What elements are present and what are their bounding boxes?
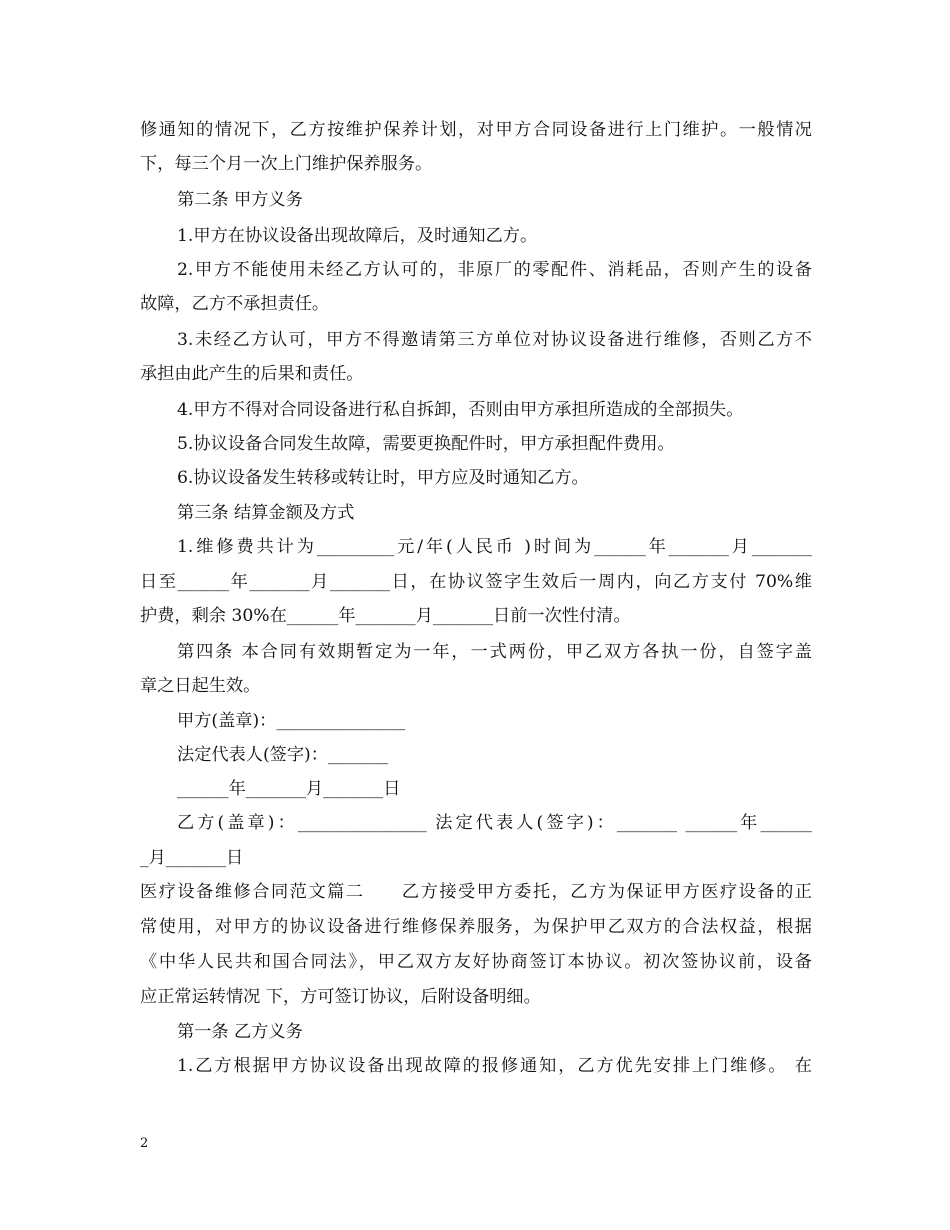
- payment-line: 日至______年_______月_______日，在协议签字生效后一周内，向乙方支付 70%维: [140, 572, 812, 592]
- clause-line: 3.未经乙方认可，甲方不得邀请第三方单位对协议设备进行维修，否则乙方不: [177, 330, 812, 350]
- article-heading: 第一条 乙方义务: [177, 1022, 303, 1042]
- signature-party-b: 乙方(盖章)：_______________ 法定代表人(签字)：_______ ______年______: [177, 813, 812, 833]
- paragraph-line: 下，每三个月一次上门维护保养服务。: [140, 154, 433, 174]
- signature-party-a: 甲方(盖章)：_______________: [177, 711, 406, 731]
- section-intro-line: 应正常运转情况 下，方可签订协议，后附设备明细。: [140, 987, 541, 1007]
- section-intro-line: 常使用，对甲方的协议设备进行维修保养服务，为保护甲乙双方的合法权益，根据: [140, 917, 812, 937]
- signature-date: _月_______日: [140, 848, 244, 868]
- clause-line: 6.协议设备发生转移或转让时，甲方应及时通知乙方。: [177, 468, 589, 488]
- clause-line: 4.甲方不得对合同设备进行私自拆卸，否则由甲方承担所造成的全部损失。: [177, 400, 744, 420]
- validity-line: 章之日起生效。: [140, 676, 261, 696]
- section-intro-line: 医疗设备维修合同范文篇二 乙方接受甲方委托，乙方为保证甲方医疗设备的正: [140, 882, 812, 902]
- article-heading: 第三条 结算金额及方式: [177, 503, 355, 523]
- section-intro-line: 《中华人民共和国合同法》，甲乙双方友好协商签订本协议。初次签协议前，设备: [140, 952, 812, 972]
- paragraph-line: 修通知的情况下，乙方按维护保养计划，对甲方合同设备进行上门维护。一般情况: [140, 120, 812, 140]
- article-heading: 第二条 甲方义务: [177, 190, 303, 210]
- payment-line: 护费，剩余 30%在______年_______月_______日前一次性付清。: [140, 606, 631, 626]
- page-number: 2: [140, 1136, 149, 1151]
- clause-line: 承担由此产生的后果和责任。: [140, 364, 364, 384]
- validity-line: 第四条 本合同有效期暂定为一年，一式两份，甲乙双方各执一份，自签字盖: [177, 642, 812, 662]
- clause-line: 5.协议设备合同发生故障，需要更换配件时，甲方承担配件费用。: [177, 434, 675, 454]
- clause-line: 1.乙方根据甲方协议设备出现故障的报修通知，乙方优先安排上门维修。 在: [177, 1056, 812, 1076]
- signature-representative: 法定代表人(签字)：_______: [177, 745, 389, 765]
- payment-line: 1.维修费共计为_________元/年(人民币 )时间为______年_______月_______: [177, 537, 812, 557]
- clause-line: 1.甲方在协议设备出现故障后，及时通知乙方。: [177, 226, 538, 246]
- clause-line: 故障，乙方不承担责任。: [140, 294, 330, 314]
- signature-date: ______年_______月_______日: [177, 779, 401, 799]
- clause-line: 2.甲方不能使用未经乙方认可的，非原厂的零配件、消耗品，否则产生的设备: [177, 260, 812, 280]
